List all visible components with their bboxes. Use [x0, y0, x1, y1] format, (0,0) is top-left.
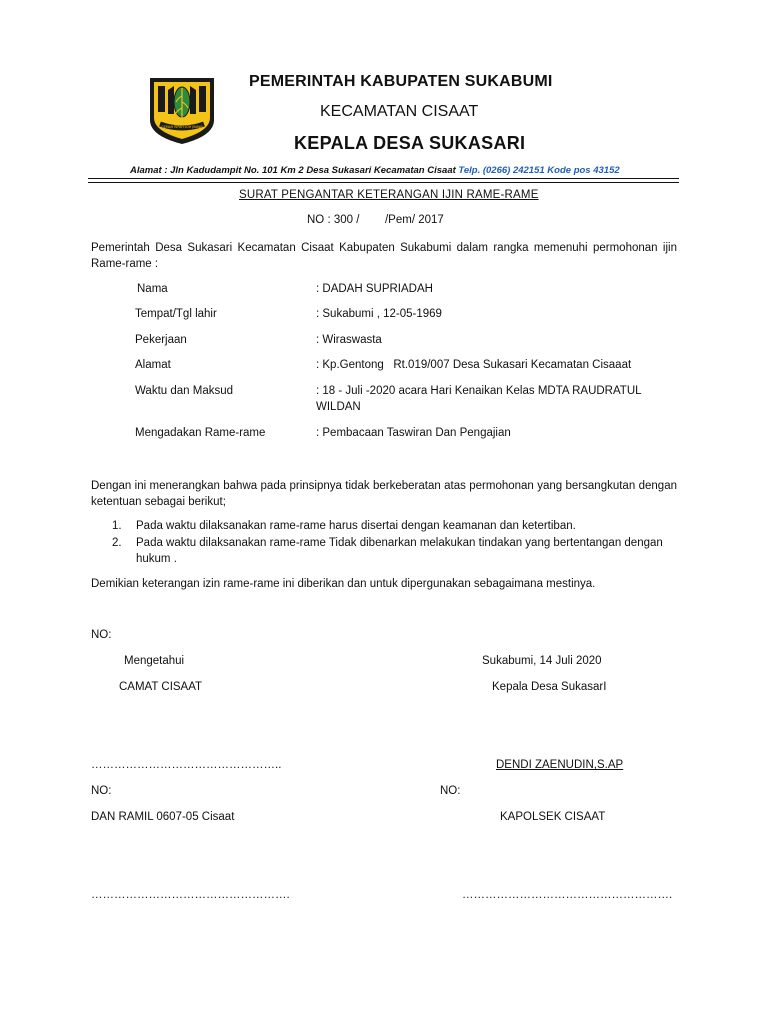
letter-title: SURAT PENGANTAR KETERANGAN IJIN RAME-RAME	[239, 189, 539, 201]
condition-item-2	[112, 535, 677, 567]
statement-paragraph: Dengan ini menerangkan bahwa pada prinsipnya tidak berkeberatan atas permohonan yang bersangkutan dengan ketentuan sebagai berikut;	[91, 480, 677, 508]
field-value-ttl: : Sukabumi , 12-05-1969	[316, 308, 442, 320]
field-value-rame: : Pembacaan Taswiran Dan Pengajian	[316, 427, 511, 439]
field-label-pekerjaan: Pekerjaan	[135, 334, 187, 346]
letterhead-rule	[88, 178, 679, 179]
intro-paragraph: Pemerintah Desa Sukasari Kecamatan Cisaat Kabupaten Sukabumi dalam rangka memenuhi permohonan ijin Rame-rame :	[91, 242, 677, 270]
field-label-alamat: Alamat	[135, 359, 171, 371]
condition-text: Pada waktu dilaksanakan rame-rame harus disertai dengan keamanan dan ketertiban.	[136, 520, 576, 532]
danramil-title: DAN RAMIL 0607-05 Cisaat	[91, 811, 235, 823]
camat-signature-line: …………………………………………..	[91, 759, 282, 771]
closing-paragraph: Demikian keterangan izin rame-rame ini diberikan dan untuk dipergunakan sebagaimana mestinya.	[91, 578, 596, 590]
letter-number: NO : 300 / /Pem/ 2017	[307, 214, 444, 226]
kapolsek-title: KAPOLSEK CISAAT	[500, 811, 606, 823]
field-label-nama: Nama	[137, 283, 168, 295]
village-head-title: KEPALA DESA SUKASARI	[294, 133, 526, 153]
regency-emblem	[144, 76, 220, 146]
field-value-nama: : DADAH SUPRIADAH	[316, 283, 433, 295]
kapolsek-signature-line: ……………………………………………….	[462, 889, 673, 901]
no-label-right: NO:	[440, 785, 461, 797]
field-value-pekerjaan: : Wiraswasta	[316, 334, 382, 346]
address-line	[130, 165, 620, 176]
field-label-ttl: Tempat/Tgl lahir	[135, 308, 217, 320]
village-head-name: DENDI ZAENUDIN,S.AP	[496, 759, 624, 771]
condition-number: 2.	[112, 537, 122, 549]
field-value-waktu-cont: WILDAN	[316, 401, 361, 413]
condition-number: 1.	[112, 520, 122, 532]
field-label-rame: Mengadakan Rame-rame	[135, 427, 266, 439]
emblem-motto: GEMAH RIPAH LOH JINAWI	[161, 125, 203, 129]
letterhead-rule-thin	[88, 182, 679, 183]
place-date: Sukabumi, 14 Juli 2020	[482, 655, 602, 667]
district-name: KECAMATAN CISAAT	[320, 103, 479, 120]
field-value-alamat: : Kp.Gentong Rt.019/007 Desa Sukasari Kecamatan Cisaaat	[316, 359, 632, 371]
camat-title: CAMAT CISAAT	[119, 681, 203, 693]
no-label-top: NO:	[91, 629, 112, 641]
village-head-sign-title: Kepala Desa SukasarI	[492, 681, 607, 693]
government-name: PEMERINTAH KABUPATEN SUKABUMI	[249, 73, 553, 90]
danramil-signature-line: …………………………………………….	[91, 889, 290, 901]
field-label-waktu: Waktu dan Maksud	[135, 385, 234, 397]
address-text: Alamat : Jln Kadudampit No. 101 Km 2 Desa Sukasari Kecamatan Cisaat	[130, 165, 459, 176]
condition-item-1	[112, 518, 677, 534]
condition-text: Pada waktu dilaksanakan rame-rame Tidak dibenarkan melakukan tindakan yang bertentangan dengan hukum .	[136, 537, 663, 565]
acknowledged-label: Mengetahui	[124, 655, 185, 667]
address-phone: Telp. (0266) 242151 Kode pos 43152	[458, 165, 620, 176]
no-label-left: NO:	[91, 785, 112, 797]
field-value-waktu: : 18 - Juli -2020 acara Hari Kenaikan Kelas MDTA RAUDRATUL	[316, 385, 642, 397]
